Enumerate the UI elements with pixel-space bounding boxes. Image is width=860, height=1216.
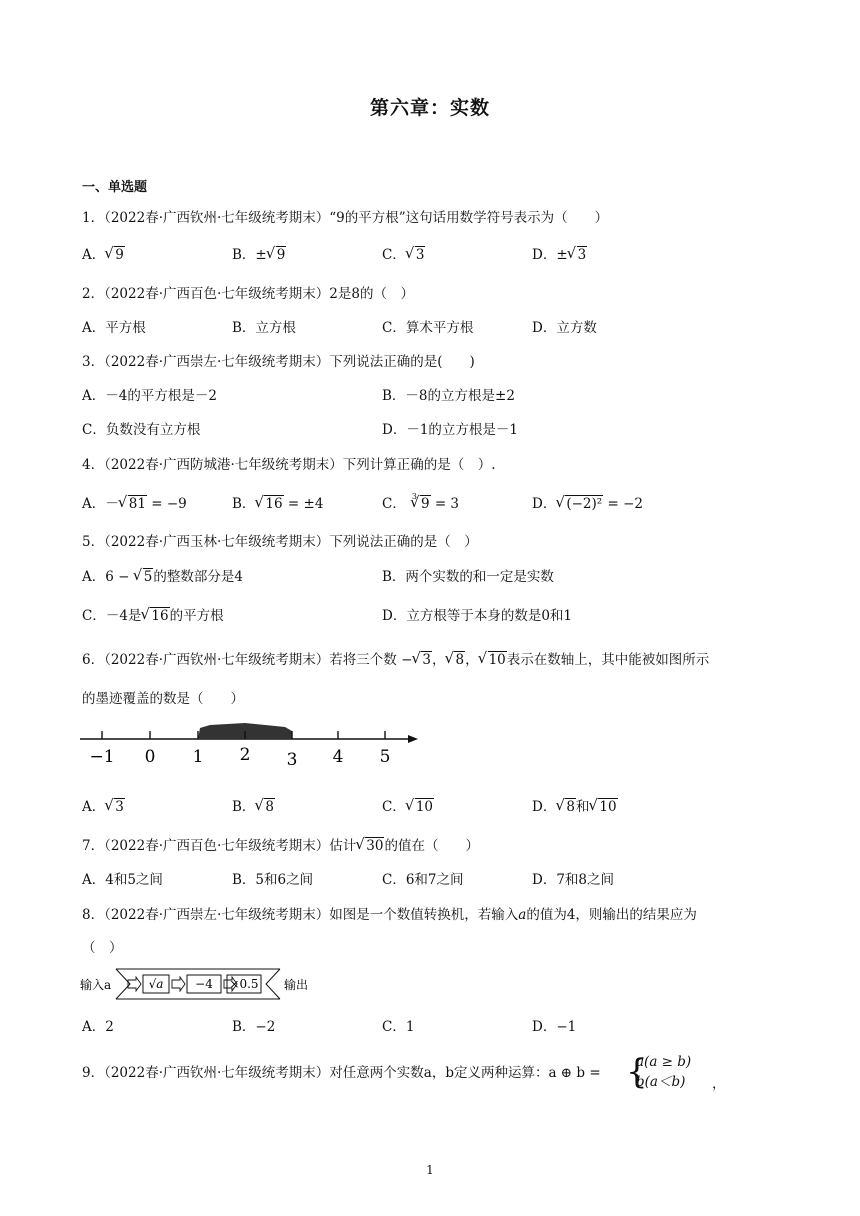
q6-stem-a: 6．（2022春·广西钦州·七年级统考期末）若将三个数 − (82, 652, 413, 668)
q5-option-b[interactable]: B．两个实数的和一定是实数 (382, 569, 554, 585)
axis-tick-label: −1 (89, 747, 115, 767)
q5-option-a-text: 的整数部分是4 (153, 569, 243, 585)
q8-stem-a: 8．（2022春·广西崇左·七年级统考期末）如图是一个数值转换机，若输入 (82, 907, 519, 923)
q1-option-b-label: B．± (232, 247, 267, 263)
q4-option-b-label: B． (232, 496, 256, 512)
axis-arrow (408, 735, 418, 743)
q8-option-d[interactable]: D．−1 (532, 1019, 577, 1035)
q5-option-a-label: A．6 − (82, 569, 134, 585)
q3-option-a[interactable]: A．－4的平方根是－2 (82, 388, 217, 404)
q4-option-a[interactable] (82, 492, 187, 512)
q7-stem-a: 7．（2022春·广西百色·七年级统考期末）估计 (82, 838, 357, 854)
page-title: 第六章：实数 (369, 97, 490, 119)
q1-option-a[interactable] (82, 243, 125, 263)
output-label: 输出 (284, 978, 309, 992)
sqrt-symbol: √ 3 (412, 652, 432, 668)
q4-option-a-result: = −9 (146, 496, 187, 512)
sqrt-symbol: √ 8 (556, 799, 576, 815)
sqrt-symbol: √ 3 (406, 247, 426, 263)
q6-option-b-label: B． (232, 799, 256, 815)
question-7-stem (82, 834, 479, 854)
q8-stem-b: 的值为4，则输出的结果应为 (526, 907, 697, 923)
question-1-stem: 1．（2022春·广西钦州·七年级统考期末）“9的平方根”这句话用数学符号表示为（ ） (82, 210, 609, 226)
q8-option-a[interactable]: A．2 (82, 1019, 114, 1035)
q3-option-b[interactable]: B．－8的立方根是±2 (382, 388, 515, 404)
sqrt-symbol: √ 5 (134, 569, 154, 585)
sqrt-symbol: √ 10 (406, 799, 434, 815)
question-5-stem: 5．（2022春·广西玉林·七年级统考期末）下列说法正确的是（ ） (82, 534, 478, 550)
q8-option-b[interactable]: B．−2 (232, 1019, 276, 1035)
q4-option-d-label: D． (532, 496, 557, 512)
q6-option-c-label: C． (382, 799, 406, 815)
times-half-label: ×0.5 (229, 977, 259, 991)
axis-tick-label: 0 (144, 747, 156, 767)
q6-option-d-and: 和 (575, 799, 590, 815)
q6-stem-b: 表示在数轴上，其中能被如图所示 (506, 652, 710, 668)
question-8-stem-line1 (82, 903, 697, 923)
q3-option-c[interactable]: C．负数没有立方根 (82, 422, 201, 438)
arrow-2 (172, 977, 185, 991)
question-2-stem: 2．（2022春·广西百色·七年级统考期末）2是8的（ ） (82, 286, 414, 302)
sqrt-box-label: √a (148, 977, 164, 991)
question-9-stem: 9．（2022春·广西钦州·七年级统考期末）对任意两个实数a，b定义两种运算：a ⊕ b = (82, 1065, 601, 1081)
sqrt-symbol: √ 10 (479, 652, 507, 668)
q3-option-d[interactable]: D．－1的立方根是－1 (382, 422, 519, 438)
axis-tick-label: 2 (239, 745, 251, 765)
q6-option-c[interactable] (382, 795, 434, 815)
sqrt-symbol: √ 9 (267, 247, 287, 263)
minus-four-label: −4 (195, 977, 213, 991)
sqrt-symbol: √ 16 (141, 608, 169, 624)
question-4-stem: 4．（2022春·广西防城港·七年级统考期末）下列计算正确的是（ ）. (82, 457, 496, 473)
piecewise-definition (626, 1052, 692, 1092)
q1-option-b[interactable] (232, 243, 286, 263)
q7-option-d[interactable]: D．7和8之间 (532, 872, 615, 888)
q5-option-d[interactable]: D．立方根等于本身的数是0和1 (382, 608, 573, 624)
question-3-stem: 3．（2022春·广西崇左·七年级统考期末）下列说法正确的是( ) (82, 354, 475, 370)
sqrt-symbol: √ (−2)² (556, 496, 603, 512)
q1-option-c[interactable] (382, 243, 425, 263)
q1-option-d[interactable] (532, 243, 587, 263)
sqrt-symbol: √ 81 (119, 496, 147, 512)
axis-tick-label: 3 (286, 750, 298, 770)
left-brace: { (626, 1052, 648, 1092)
q5-option-c-label: C．－4是 (82, 608, 142, 624)
q6-option-b[interactable] (232, 795, 275, 815)
sqrt-symbol: √ 3 (105, 799, 125, 815)
q8-option-c[interactable]: C．1 (382, 1019, 415, 1035)
q7-option-a[interactable]: A．4和5之间 (82, 872, 163, 888)
q2-option-b[interactable]: B．立方根 (232, 320, 296, 336)
q9-tail: ， (712, 1076, 726, 1092)
case-2: b(a＜b) (636, 1074, 686, 1090)
question-6-stem-line2: 的墨迹覆盖的数是（ ） (82, 691, 244, 707)
q6-option-a-label: A． (82, 799, 106, 815)
q4-option-c[interactable] (382, 492, 459, 512)
number-line-figure (80, 715, 425, 775)
conversion-machine-figure (78, 965, 318, 1003)
q7-option-c[interactable]: C．6和7之间 (382, 872, 464, 888)
sqrt-symbol: √ 9 (105, 247, 125, 263)
q7-stem-b: 的值在（ ） (384, 838, 479, 854)
question-8-stem-line2: （ ） (82, 940, 123, 956)
q5-option-c[interactable] (82, 604, 224, 624)
q6-option-d[interactable] (532, 795, 618, 815)
sqrt-symbol: √ 8 (445, 652, 465, 668)
q2-option-d[interactable]: D．立方数 (532, 320, 597, 336)
sqrt-symbol: √ 30 (356, 838, 384, 854)
q5-option-c-text: 的平方根 (169, 608, 224, 624)
case-1: a(a ≥ b) (636, 1054, 692, 1070)
q4-option-d-result: = −2 (603, 496, 643, 512)
question-6-stem-line1 (82, 648, 709, 668)
cube-root-symbol: √ 9 (411, 496, 431, 512)
axis-tick-labels (89, 745, 390, 770)
axis-tick-label: 1 (192, 747, 204, 767)
sqrt-symbol: √ 10 (589, 799, 617, 815)
q4-option-d[interactable] (532, 492, 643, 512)
section-heading: 一、单选题 (82, 180, 148, 195)
q2-option-a[interactable]: A．平方根 (82, 320, 146, 336)
q6-separator: ， (431, 652, 446, 668)
output-bracket (266, 969, 280, 999)
input-label: 输入a (80, 978, 112, 992)
q1-option-a-label: A． (82, 247, 106, 263)
q7-option-b[interactable]: B．5和6之间 (232, 872, 314, 888)
q4-option-a-label: A．－ (82, 496, 119, 512)
q4-option-b-result: = ±4 (283, 496, 324, 512)
q1-option-d-label: D．± (532, 247, 568, 263)
q5-option-a[interactable] (82, 565, 243, 585)
q8-variable: a (518, 907, 527, 923)
q4-option-b[interactable] (232, 492, 323, 512)
axis-tick-label: 4 (332, 747, 344, 767)
q4-option-c-label: C． (382, 496, 406, 512)
page-number: 1 (426, 1163, 434, 1177)
q6-option-a[interactable] (82, 795, 125, 815)
sqrt-symbol: √ 8 (255, 799, 275, 815)
q6-option-d-label: D． (532, 799, 557, 815)
sqrt-symbol: √ 3 (568, 247, 588, 263)
q1-option-c-label: C． (382, 247, 406, 263)
q4-option-c-result: = 3 (430, 496, 460, 512)
cube-root-index: 3 (411, 491, 417, 501)
times-half-box (226, 974, 266, 996)
q2-option-c[interactable]: C．算术平方根 (382, 320, 474, 336)
q6-separator: ， (465, 652, 479, 668)
axis-tick-label: 5 (379, 747, 391, 767)
sqrt-symbol: √ 16 (255, 496, 283, 512)
